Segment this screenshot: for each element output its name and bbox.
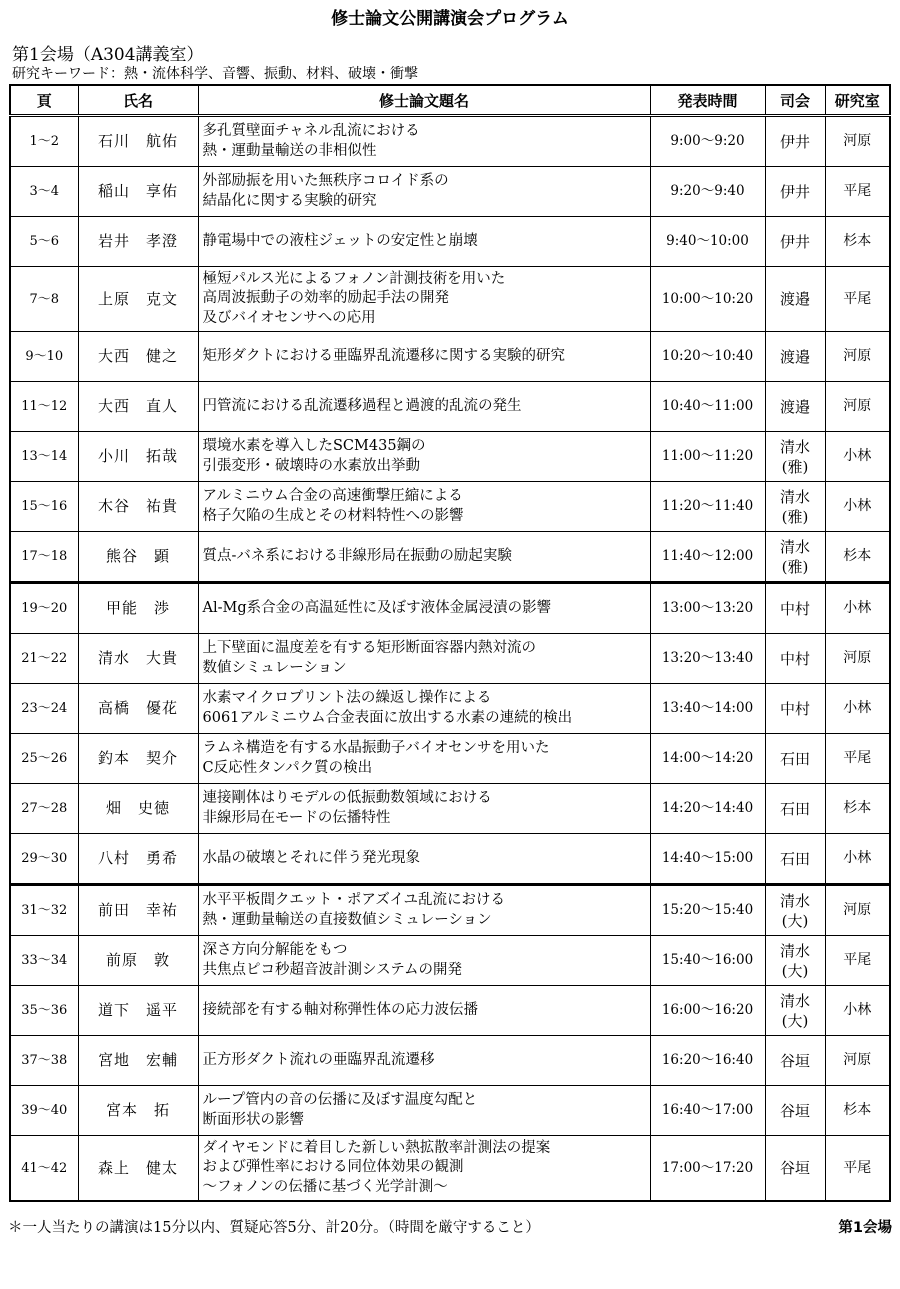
venue-label: 第1会場（A304講義室） [12, 45, 204, 65]
chairperson [765, 784, 825, 834]
chairperson [765, 217, 825, 267]
thesis-title [198, 1086, 650, 1136]
table-row [10, 1136, 890, 1202]
thesis-title-line: ラムネ構造を有する水晶振動子バイオセンサを用いた [202, 740, 550, 756]
chairperson [765, 834, 825, 885]
thesis-title-line: 極短パルス光によるフォノン計測技術を用いた [202, 270, 506, 287]
presenter-name: 八村 勇希 [78, 834, 198, 885]
presenter-name: 大西 直人 [78, 382, 198, 432]
chairperson-line: 清水 [779, 891, 810, 910]
page-range: 11～12 [10, 382, 78, 432]
research-keywords: 研究キーワード：熱・流体科学、音響、振動、材料、破壊・衝撃 [12, 66, 418, 82]
table-row [10, 532, 890, 583]
presentation-time: 9:40～10:00 [650, 217, 765, 267]
chairperson-line: 清水 [779, 487, 810, 506]
presenter-name: 大西 健之 [78, 332, 198, 382]
thesis-title-line: 格子欠陥の生成とその材料特性への影響 [202, 507, 464, 524]
chairperson-line: (雅) [781, 507, 809, 526]
presenter-name: 熊谷 顕 [78, 532, 198, 583]
page-range: 41～42 [10, 1136, 78, 1202]
thesis-title [198, 116, 650, 167]
footnote: ＊一人当たりの講演は15分以内、質疑応答5分、計20分。（時間を厳守すること） [8, 1220, 540, 1236]
thesis-title [198, 382, 650, 432]
chairperson-line: 渡邉 [779, 397, 810, 416]
chairperson [765, 1086, 825, 1136]
chairperson-line: (大) [781, 961, 809, 980]
thesis-title-line: 及びバイオセンサへの応用 [202, 309, 376, 326]
thesis-title-line: 円管流における乱流遷移過程と過渡的乱流の発生 [202, 397, 522, 414]
page-range: 5～6 [10, 217, 78, 267]
presentation-time: 11:20～11:40 [650, 482, 765, 532]
table-row [10, 217, 890, 267]
presentation-time: 11:00～11:20 [650, 432, 765, 482]
thesis-title-line: 共焦点ピコ秒超音波計測システムの開発 [202, 961, 463, 978]
thesis-title [198, 332, 650, 382]
laboratory: 小林 [825, 684, 890, 734]
chairperson-line: 伊井 [779, 232, 810, 251]
chairperson-line: 中村 [779, 649, 810, 668]
table-row [10, 583, 890, 634]
page-range: 23～24 [10, 684, 78, 734]
thesis-title-line: 6061アルミニウム合金表面に放出する水素の連続的検出 [202, 709, 573, 726]
laboratory: 河原 [825, 116, 890, 167]
thesis-title [198, 634, 650, 684]
table-row [10, 1086, 890, 1136]
thesis-title-line: 深さ方向分解能をもつ [202, 942, 348, 958]
laboratory: 杉本 [825, 532, 890, 583]
chairperson [765, 1036, 825, 1086]
page-range: 13～14 [10, 432, 78, 482]
thesis-title-line: 引張変形・破壊時の水素放出挙動 [202, 457, 420, 474]
chairperson-line: 谷垣 [779, 1159, 810, 1177]
thesis-title [198, 784, 650, 834]
thesis-title [198, 482, 650, 532]
laboratory: 杉本 [825, 1086, 890, 1136]
thesis-title-line: および弾性率における同位体効果の観測 [202, 1159, 464, 1176]
thesis-title [198, 583, 650, 634]
chairperson [765, 885, 825, 936]
page-range: 35～36 [10, 986, 78, 1036]
chairperson-line: 伊井 [779, 182, 810, 201]
laboratory: 杉本 [825, 217, 890, 267]
thesis-title-line: 数値シミュレーション [202, 659, 347, 676]
page-range: 21～22 [10, 634, 78, 684]
table-row [10, 986, 890, 1036]
laboratory: 平尾 [825, 734, 890, 784]
chairperson-line: 渡邉 [779, 290, 810, 308]
laboratory: 平尾 [825, 267, 890, 332]
chairperson-line: 伊井 [779, 132, 810, 151]
laboratory: 小林 [825, 834, 890, 885]
chairperson-line: 石田 [779, 799, 810, 818]
header-chair: 司会 [765, 85, 825, 116]
chairperson [765, 1136, 825, 1202]
chairperson-line: 谷垣 [779, 1101, 810, 1120]
table-row [10, 432, 890, 482]
chairperson-line: 石田 [779, 849, 810, 868]
chairperson-line: 中村 [779, 599, 810, 618]
thesis-title-line: ダイヤモンドに着目した新しい熱拡散率計測法の提案 [202, 1139, 551, 1156]
thesis-title [198, 936, 650, 986]
header-page: 頁 [10, 85, 78, 116]
thesis-title [198, 432, 650, 482]
table-row [10, 634, 890, 684]
page-range: 17～18 [10, 532, 78, 583]
presenter-name: 岩井 孝澄 [78, 217, 198, 267]
thesis-title-line: 結晶化に関する実験的研究 [202, 192, 377, 209]
header-time: 発表時間 [650, 85, 765, 116]
chairperson [765, 532, 825, 583]
thesis-title-line: 水平平板間クエット・ポアズイユ乱流における [202, 892, 505, 908]
thesis-title-line: 水晶の破壊とそれに伴う発光現象 [202, 849, 420, 866]
presentation-time: 13:20～13:40 [650, 634, 765, 684]
table-row [10, 167, 890, 217]
chairperson-line: (大) [781, 1011, 809, 1030]
laboratory: 河原 [825, 332, 890, 382]
thesis-title [198, 167, 650, 217]
presentation-time: 15:40～16:00 [650, 936, 765, 986]
chairperson [765, 116, 825, 167]
page-range: 31～32 [10, 885, 78, 936]
thesis-title-line: 熱・運動量輸送の直接数値シミュレーション [202, 911, 492, 928]
chairperson-line: 清水 [779, 941, 810, 960]
laboratory: 河原 [825, 885, 890, 936]
chairperson [765, 634, 825, 684]
chairperson [765, 167, 825, 217]
chairperson [765, 734, 825, 784]
thesis-title-line: 上下壁面に温度差を有する矩形断面容器内熱対流の [202, 640, 536, 656]
thesis-title-line: 熱・運動量輸送の非相似性 [202, 142, 377, 159]
presenter-name: 清水 大貴 [78, 634, 198, 684]
chairperson [765, 382, 825, 432]
page-range: 3～4 [10, 167, 78, 217]
chairperson-line: 石田 [779, 749, 810, 768]
chairperson [765, 684, 825, 734]
presentation-time: 14:40～15:00 [650, 834, 765, 885]
chairperson [765, 936, 825, 986]
page-range: 19～20 [10, 583, 78, 634]
thesis-title [198, 1136, 650, 1202]
thesis-title [198, 885, 650, 936]
thesis-title [198, 1036, 650, 1086]
laboratory: 小林 [825, 432, 890, 482]
chairperson-line: 清水 [779, 437, 810, 456]
page-range: 33～34 [10, 936, 78, 986]
presenter-name: 前原 敦 [78, 936, 198, 986]
table-row [10, 382, 890, 432]
chairperson [765, 583, 825, 634]
thesis-title-line: 静電場中での液柱ジェットの安定性と崩壊 [202, 232, 478, 249]
page-range: 1～2 [10, 116, 78, 167]
laboratory: 杉本 [825, 784, 890, 834]
presentation-time: 10:20～10:40 [650, 332, 765, 382]
thesis-title-line: 連接剛体はりモデルの低振動数領域における [202, 790, 492, 806]
presentation-time: 11:40～12:00 [650, 532, 765, 583]
presentation-time: 13:00～13:20 [650, 583, 765, 634]
chairperson [765, 267, 825, 332]
presentation-time: 14:00～14:20 [650, 734, 765, 784]
presentation-time: 13:40～14:00 [650, 684, 765, 734]
presentation-time: 15:20～15:40 [650, 885, 765, 936]
presentation-time: 16:40～17:00 [650, 1086, 765, 1136]
table-row [10, 734, 890, 784]
presenter-name: 畑 史徳 [78, 784, 198, 834]
page-range: 27～28 [10, 784, 78, 834]
thesis-title-line: アルミニウム合金の高速衝撃圧縮による [202, 488, 463, 504]
chairperson-line: (雅) [781, 457, 809, 476]
chairperson [765, 332, 825, 382]
chairperson [765, 986, 825, 1036]
laboratory: 河原 [825, 1036, 890, 1086]
table-row [10, 784, 890, 834]
presenter-name: 小川 拓哉 [78, 432, 198, 482]
thesis-title-line: 高周波振動子の効率的励起手法の開発 [202, 290, 449, 307]
presentation-time: 9:20～9:40 [650, 167, 765, 217]
thesis-title [198, 532, 650, 583]
program-table [9, 84, 891, 1202]
chairperson-line: 渡邉 [779, 347, 810, 366]
page-range: 9～10 [10, 332, 78, 382]
presentation-time: 10:40～11:00 [650, 382, 765, 432]
laboratory: 平尾 [825, 936, 890, 986]
thesis-title-line: 非線形局在モードの伝播特性 [202, 809, 391, 826]
presenter-name: 釣本 契介 [78, 734, 198, 784]
presentation-time: 9:00～9:20 [650, 116, 765, 167]
thesis-title-line: 多孔質壁面チャネル乱流における [202, 123, 420, 139]
chairperson-line: 中村 [779, 699, 810, 718]
page-range: 29～30 [10, 834, 78, 885]
chairperson-line: (雅) [781, 557, 809, 576]
thesis-title [198, 684, 650, 734]
thesis-title-line: C反応性タンパク質の検出 [202, 759, 373, 776]
thesis-title-line: 正方形ダクト流れの亜臨界乱流遷移 [202, 1051, 435, 1068]
presenter-name: 甲能 渉 [78, 583, 198, 634]
chairperson-line: (大) [781, 911, 809, 930]
presenter-name: 森上 健太 [78, 1136, 198, 1202]
chairperson [765, 482, 825, 532]
thesis-title-line: 接続部を有する軸対称弾性体の応力波伝播 [202, 1001, 478, 1018]
thesis-title [198, 986, 650, 1036]
page-range: 7～8 [10, 267, 78, 332]
presentation-time: 16:20～16:40 [650, 1036, 765, 1086]
thesis-title-line: 断面形状の影響 [202, 1111, 304, 1128]
table-row [10, 684, 890, 734]
laboratory: 小林 [825, 482, 890, 532]
header-thesis-title: 修士論文題名 [198, 85, 650, 116]
presenter-name: 上原 克文 [78, 267, 198, 332]
thesis-title-line: 質点-バネ系における非線形局在振動の励起実験 [202, 547, 512, 564]
table-row [10, 936, 890, 986]
presentation-time: 16:00～16:20 [650, 986, 765, 1036]
page-range: 39～40 [10, 1086, 78, 1136]
chairperson-line: 清水 [779, 537, 810, 556]
table-row [10, 482, 890, 532]
presenter-name: 前田 幸祐 [78, 885, 198, 936]
table-row [10, 885, 890, 936]
presentation-time: 17:00～17:20 [650, 1136, 765, 1202]
presenter-name: 道下 遥平 [78, 986, 198, 1036]
presenter-name: 高橋 優花 [78, 684, 198, 734]
laboratory: 小林 [825, 986, 890, 1036]
chairperson-line: 谷垣 [779, 1051, 810, 1070]
page-title: 修士論文公開講演会プログラム [331, 9, 569, 29]
program-body [10, 116, 890, 1202]
presentation-time: 14:20～14:40 [650, 784, 765, 834]
table-row [10, 267, 890, 332]
chairperson [765, 432, 825, 482]
presenter-name: 宮本 拓 [78, 1086, 198, 1136]
presenter-name: 木谷 祐貴 [78, 482, 198, 532]
presentation-time: 10:00～10:20 [650, 267, 765, 332]
thesis-title-line: Al-Mg系合金の高温延性に及ぼす液体金属浸漬の影響 [202, 599, 552, 616]
thesis-title [198, 217, 650, 267]
laboratory: 河原 [825, 634, 890, 684]
page-range: 15～16 [10, 482, 78, 532]
thesis-title-line: 外部励振を用いた無秩序コロイド系の [202, 173, 449, 189]
header-lab: 研究室 [825, 85, 890, 116]
table-header-row [10, 85, 890, 116]
table-row [10, 116, 890, 167]
laboratory: 平尾 [825, 167, 890, 217]
presenter-name: 稲山 享佑 [78, 167, 198, 217]
thesis-title-line: 水素マイクロプリント法の繰返し操作による [202, 690, 492, 706]
thesis-title [198, 834, 650, 885]
thesis-title [198, 267, 650, 332]
table-row [10, 332, 890, 382]
presenter-name: 宮地 宏輔 [78, 1036, 198, 1086]
thesis-title-line: ループ管内の音の伝播に及ぼす温度勾配と [202, 1092, 478, 1108]
table-row [10, 834, 890, 885]
thesis-title-line: 矩形ダクトにおける亜臨界乱流遷移に関する実験的研究 [202, 347, 565, 364]
laboratory: 河原 [825, 382, 890, 432]
laboratory: 小林 [825, 583, 890, 634]
thesis-title [198, 734, 650, 784]
page-range: 37～38 [10, 1036, 78, 1086]
thesis-title-line: 環境水素を導入したSCM435鋼の [202, 438, 426, 454]
chairperson-line: 清水 [779, 991, 810, 1010]
laboratory: 平尾 [825, 1136, 890, 1202]
room-label: 第1会場 [838, 1220, 892, 1236]
header-name: 氏名 [78, 85, 198, 116]
table-row [10, 1036, 890, 1086]
presenter-name: 石川 航佑 [78, 116, 198, 167]
page-range: 25～26 [10, 734, 78, 784]
thesis-title-line: ～フォノンの伝播に基づく光学計測～ [202, 1178, 448, 1195]
